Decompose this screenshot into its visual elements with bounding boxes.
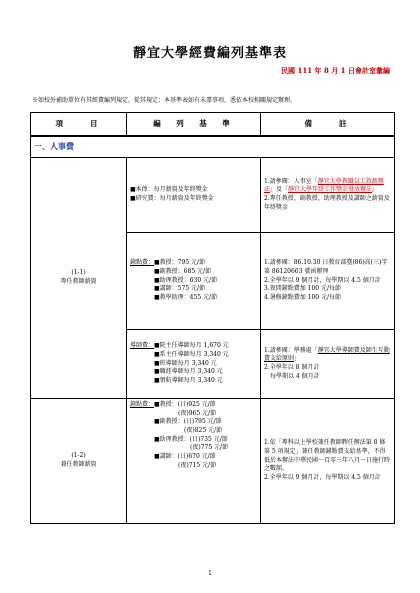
budget-standard-table (30, 112, 395, 524)
basis-mentor-pay (127, 330, 261, 399)
basis-hourly-pay (127, 233, 261, 330)
basis-label: 鐘點費： (130, 259, 155, 267)
item-fulltime-salary (31, 158, 127, 399)
note-line: 4.暑修鐘點費加 100 元/每節 (264, 294, 342, 302)
regulation-link-mentor[interactable]: 靜宜大學導師費及師生互動費支給原則 (264, 346, 390, 363)
item-code: (1-2) (71, 452, 86, 460)
item-name: 專任教師薪資 (60, 278, 97, 285)
basis-line: (夜)775 元/節 (154, 444, 229, 452)
item-code: (1-1) (71, 269, 86, 277)
note-line: 2.全學年以 9 個月計，每學期以 4.5 個月計 (264, 276, 381, 284)
note-parttime-hourly (261, 399, 395, 524)
basis-line: (夜)715 元/節 (154, 461, 217, 469)
note-line: 3.夜間鐘點費加 100 元/每節 (264, 285, 342, 293)
document-title: 靜宜大學經費編列基準表 (132, 46, 287, 61)
note-text: 」 (372, 186, 379, 194)
note-line: 1.請參閱：86.10.30 日教育部臺(86)高(三)字第 86120663 號函辦理 (264, 259, 388, 275)
basis-label: 導師費： (130, 342, 155, 350)
item-parttime-salary (31, 399, 127, 524)
basis-line: ■講師：(日)670 元/節 (154, 453, 216, 461)
basis-line: ■助理教授：630 元/節 (154, 276, 218, 284)
header-item: 項 目 (31, 113, 127, 137)
basis-line: ■教授：(日)925 元/節 (154, 401, 216, 408)
basis-label: 鐘點費： (130, 401, 155, 408)
basis-line: ■研究費：每月薪資及年終獎金 (130, 195, 214, 202)
note-line: 1.依「專科以上學校兼任教師聘任辦法第 8 條第 5 項規定」兼任教師鐘點費支給基準，不得低於本辦法中華民國一百零三年八月一日施行時之數額。 (264, 439, 391, 473)
basis-line: ■助理教授：(日)735 元/節 (154, 435, 228, 443)
item-name: 兼任教師薪資 (60, 461, 97, 468)
intro-note: ※如校外補助單位有其經費編列規定，從其規定；本基準表如有未盡事項，悉依本校相關規定辦理。 (32, 97, 297, 104)
basis-line: ■領航導師每月 3,340 元 (154, 377, 223, 385)
basis-line: ■班導師每月 3,340 元 (154, 359, 217, 367)
basis-line: ■講師：575 元/節 (154, 285, 206, 293)
note-text: 1.請參閱：人事室「 (264, 177, 318, 185)
note-text: 1.請參閱：學務處「 (264, 346, 318, 354)
page-number: 1 (208, 570, 212, 577)
basis-line: ■系主任導師每月 3,340 元 (154, 350, 229, 358)
note-text: 」 (294, 355, 301, 363)
regulation-link-bonus[interactable]: 靜宜大學年終工作獎金發放辦法 (288, 186, 373, 194)
basis-line: ■教學助理：455 元/節 (154, 294, 218, 302)
note-line: 2.全學年以 9 個月計，每學期以 4.5 個月計 (264, 474, 381, 482)
basis-base-pay (127, 158, 261, 233)
basis-parttime-hourly (127, 399, 261, 524)
section-personnel: 一、人事費 (31, 136, 395, 158)
regulation-link-salary[interactable]: 靜宜大學教職員工敘薪辦法 (264, 177, 384, 194)
basis-line: ■副教授：685 元/節 (154, 267, 212, 275)
basis-line: ■院主任導師每月 1,670 元 (154, 342, 229, 350)
note-line: 每學期以 4 個月計 (270, 372, 320, 380)
note-base-pay (261, 158, 395, 233)
note-mentor-pay (261, 330, 395, 399)
note-line: 2.專任教授、副教授、助理教授及講師之薪資及年終獎金 (264, 195, 390, 211)
note-text: 」及「 (270, 186, 289, 194)
basis-line: ■教授：795 元/節 (154, 259, 206, 267)
note-line: 2.全學年以 8 個月計 (264, 364, 320, 371)
note-hourly-pay (261, 233, 395, 330)
compile-date: 民國 111 年 8 月 1 日會計室彙編 (281, 66, 390, 75)
header-basis: 編 列 基 準 (127, 113, 261, 137)
basis-line: (夜)965 元/節 (154, 409, 217, 417)
basis-line: ■副教授：(日)795 元/節 (154, 418, 222, 426)
basis-line: ■職涯導師每月 3,340 元 (154, 368, 223, 376)
basis-line: ■本俸：每月薪資及年終獎金 (130, 186, 208, 194)
basis-line: (夜)825 元/節 (154, 427, 223, 435)
header-note: 備 註 (261, 113, 395, 137)
